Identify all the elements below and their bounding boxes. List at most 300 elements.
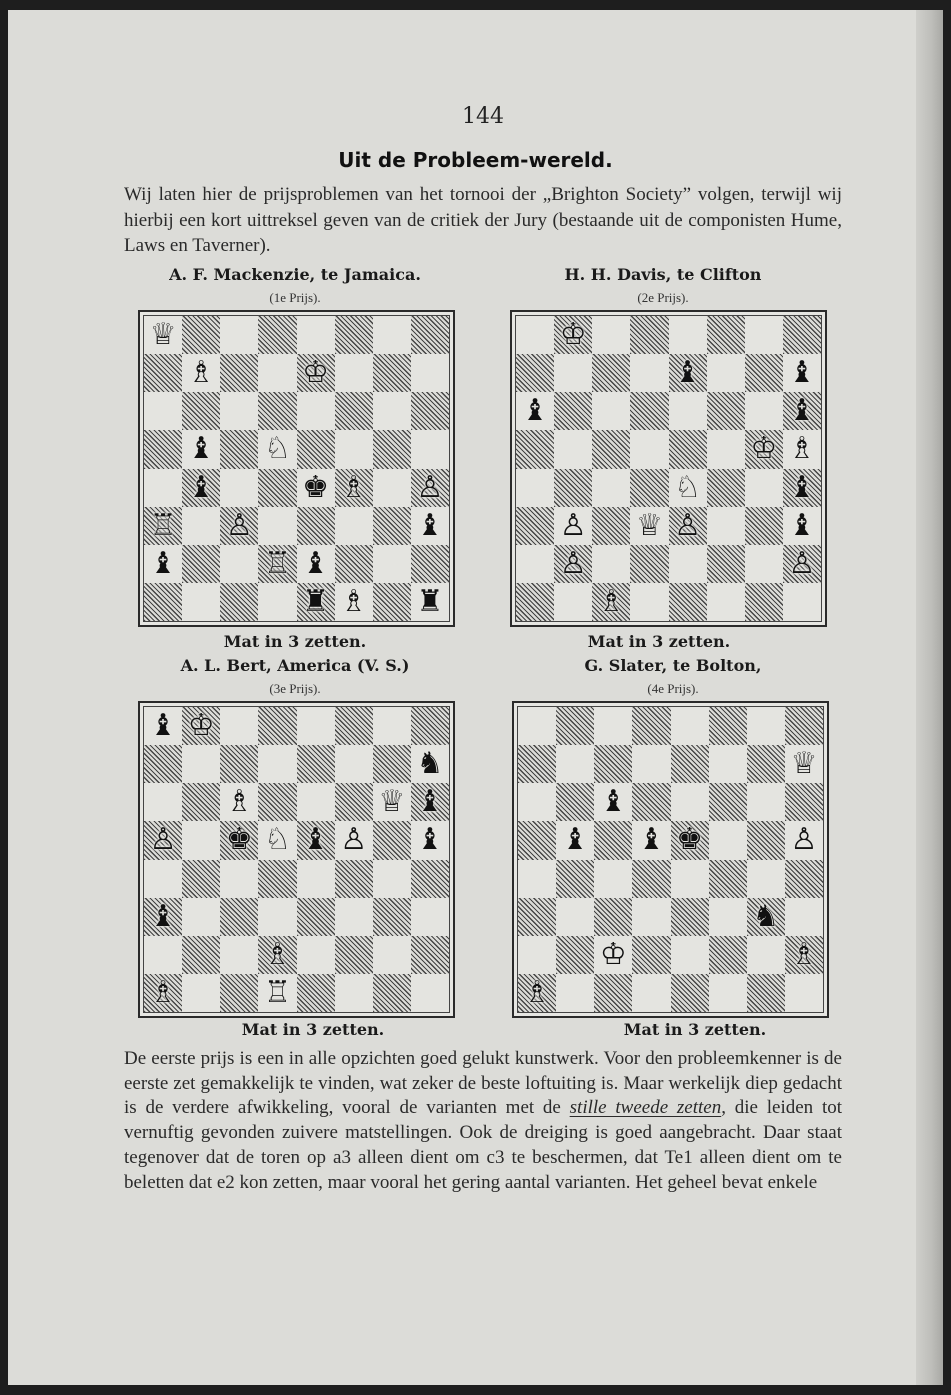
commentary-paragraph xyxy=(124,1047,842,1195)
white-bishop-icon: ♗ xyxy=(187,355,215,391)
board-square xyxy=(630,392,668,430)
white-pawn-icon: ♙ xyxy=(225,507,253,543)
black-bishop-icon: ♝ xyxy=(416,784,444,820)
commentary-text-1: De eerste prijs is een in alle opzichten goed gelukt kunstwerk. Voor den probleemkenner is de eerste zet gemakkelijk te vinden, wat zeker de beste loftuiting is. Maar werkelijk diep gedacht is de verdere afwikkeling, vooral de varianten met de xyxy=(124,1048,842,1119)
intro-paragraph: Wij laten hier de prijsproblemen van het tornooi der „Brighton Society” volgen, terwijl wij hierbij een kort uittreksel geven van de critiek der Jury (bestaande uit de componisten Hume, Laws en Taverner). xyxy=(124,184,842,256)
board-square xyxy=(630,316,668,354)
board-square xyxy=(594,821,632,859)
board-square xyxy=(632,860,670,898)
board-square xyxy=(592,392,630,430)
board-square xyxy=(783,583,821,621)
board-square xyxy=(556,974,594,1012)
board-square xyxy=(220,974,258,1012)
board-square xyxy=(220,821,258,859)
board-square xyxy=(594,745,632,783)
board-square xyxy=(747,745,785,783)
white-pawn-icon: ♙ xyxy=(790,822,818,858)
white-bishop-icon: ♗ xyxy=(523,974,551,1010)
white-bishop-icon: ♗ xyxy=(263,936,291,972)
board-square xyxy=(220,469,258,507)
board-square xyxy=(745,354,783,392)
board-square xyxy=(144,507,182,545)
board-square xyxy=(220,583,258,621)
board-square xyxy=(594,860,632,898)
board-square xyxy=(630,583,668,621)
board-square xyxy=(258,316,296,354)
board-square xyxy=(220,707,258,745)
board-square xyxy=(297,430,335,468)
board-square xyxy=(669,469,707,507)
board-square xyxy=(297,316,335,354)
board-square xyxy=(144,821,182,859)
board-square xyxy=(258,430,296,468)
board-square xyxy=(747,974,785,1012)
board-square xyxy=(554,392,592,430)
problem-2-caption: Mat in 3 zetten. xyxy=(587,632,731,651)
board-square xyxy=(669,354,707,392)
board-square xyxy=(632,936,670,974)
board-square xyxy=(785,707,823,745)
board-square xyxy=(411,745,449,783)
board-square xyxy=(182,430,220,468)
board-square xyxy=(144,936,182,974)
board-square xyxy=(182,392,220,430)
black-bishop-icon: ♝ xyxy=(187,431,215,467)
board-square xyxy=(632,974,670,1012)
board-square xyxy=(258,974,296,1012)
board-square xyxy=(297,860,335,898)
board-square xyxy=(516,469,554,507)
black-bishop-icon: ♝ xyxy=(416,507,444,543)
board-square xyxy=(373,936,411,974)
board-square xyxy=(258,745,296,783)
black-bishop-icon: ♝ xyxy=(187,469,215,505)
board-square xyxy=(518,974,556,1012)
black-knight-icon: ♞ xyxy=(416,746,444,782)
board-square xyxy=(592,316,630,354)
board-square xyxy=(592,507,630,545)
board-square xyxy=(709,745,747,783)
board-square xyxy=(258,898,296,936)
board-square xyxy=(373,316,411,354)
white-king-icon: ♔ xyxy=(559,317,587,353)
board-square xyxy=(630,354,668,392)
board-square xyxy=(220,507,258,545)
board-square xyxy=(335,507,373,545)
black-bishop-icon: ♝ xyxy=(149,708,177,744)
board-square xyxy=(518,745,556,783)
problem-1-caption: Mat in 3 zetten. xyxy=(223,632,367,651)
white-queen-icon: ♕ xyxy=(378,784,406,820)
board-square xyxy=(594,707,632,745)
board-square xyxy=(709,707,747,745)
board-square xyxy=(335,974,373,1012)
board-square xyxy=(220,745,258,783)
board-square xyxy=(220,354,258,392)
problem-3-prize: (3e Prijs). xyxy=(269,681,321,696)
white-bishop-icon: ♗ xyxy=(597,583,625,619)
board-square xyxy=(297,354,335,392)
board-square xyxy=(258,821,296,859)
problem-4-prize: (4e Prijs). xyxy=(647,681,699,696)
board-square xyxy=(144,354,182,392)
board-square xyxy=(785,783,823,821)
black-bishop-icon: ♝ xyxy=(302,545,330,581)
board-square xyxy=(709,936,747,974)
board-square xyxy=(144,430,182,468)
board-square xyxy=(707,430,745,468)
board-square xyxy=(182,745,220,783)
board-square xyxy=(297,545,335,583)
board-square xyxy=(709,860,747,898)
black-bishop-icon: ♝ xyxy=(637,822,665,858)
board-square xyxy=(630,469,668,507)
board-square xyxy=(335,430,373,468)
board-square xyxy=(373,745,411,783)
board-square xyxy=(783,507,821,545)
white-pawn-icon: ♙ xyxy=(559,545,587,581)
board-square xyxy=(785,821,823,859)
white-rook-icon: ♖ xyxy=(149,507,177,543)
board-square xyxy=(630,545,668,583)
board-square xyxy=(518,821,556,859)
board-square xyxy=(258,583,296,621)
board-square xyxy=(592,583,630,621)
board-square xyxy=(747,783,785,821)
problem-2-prize: (2e Prijs). xyxy=(637,290,689,305)
board-square xyxy=(707,469,745,507)
board-square xyxy=(556,936,594,974)
board-square xyxy=(747,860,785,898)
page-edge xyxy=(916,10,943,1385)
board-square xyxy=(182,783,220,821)
board-square xyxy=(671,974,709,1012)
board-square xyxy=(220,898,258,936)
board-square xyxy=(411,936,449,974)
black-bishop-icon: ♝ xyxy=(302,822,330,858)
black-king-icon: ♚ xyxy=(676,822,704,858)
board-square xyxy=(783,392,821,430)
board-square xyxy=(669,430,707,468)
black-king-icon: ♚ xyxy=(225,822,253,858)
board-square xyxy=(144,316,182,354)
board-square xyxy=(182,860,220,898)
board-square xyxy=(516,392,554,430)
page-number: 144 xyxy=(462,104,504,129)
board-square xyxy=(144,745,182,783)
board-square xyxy=(182,583,220,621)
board-square xyxy=(182,507,220,545)
board-square xyxy=(335,469,373,507)
white-knight-icon: ♘ xyxy=(263,431,291,467)
black-bishop-icon: ♝ xyxy=(599,784,627,820)
board-square xyxy=(182,316,220,354)
black-bishop-icon: ♝ xyxy=(788,507,816,543)
chess-diagram-1 xyxy=(138,310,455,627)
board-square xyxy=(747,707,785,745)
white-rook-icon: ♖ xyxy=(263,974,291,1010)
board-square xyxy=(709,783,747,821)
white-bishop-icon: ♗ xyxy=(790,936,818,972)
board-square xyxy=(182,545,220,583)
board-square xyxy=(411,707,449,745)
board-square xyxy=(745,430,783,468)
board-square xyxy=(182,707,220,745)
board-square xyxy=(335,936,373,974)
board-square xyxy=(556,821,594,859)
board-square xyxy=(709,974,747,1012)
section-title: Uit de Probleem-wereld. xyxy=(338,148,613,172)
board-square xyxy=(411,783,449,821)
board-square xyxy=(632,821,670,859)
board-square xyxy=(707,392,745,430)
board-square xyxy=(335,316,373,354)
board-square xyxy=(747,936,785,974)
board-square xyxy=(707,316,745,354)
board-square xyxy=(556,783,594,821)
white-bishop-icon: ♗ xyxy=(788,431,816,467)
board-square xyxy=(745,469,783,507)
board-square xyxy=(411,545,449,583)
board-square xyxy=(707,507,745,545)
board-square xyxy=(554,316,592,354)
problem-1-prize: (1e Prijs). xyxy=(269,290,321,305)
board-square xyxy=(783,430,821,468)
board-square xyxy=(335,545,373,583)
black-bishop-icon: ♝ xyxy=(521,393,549,429)
black-bishop-icon: ♝ xyxy=(788,469,816,505)
board-square xyxy=(671,821,709,859)
board-square xyxy=(373,469,411,507)
white-king-icon: ♔ xyxy=(750,431,778,467)
board-square xyxy=(373,783,411,821)
board-square xyxy=(669,316,707,354)
board-square xyxy=(258,392,296,430)
board-square xyxy=(745,392,783,430)
black-bishop-icon: ♝ xyxy=(149,898,177,934)
board-square xyxy=(297,783,335,821)
problem-4-author: G. Slater, te Bolton, xyxy=(584,656,762,675)
board-square xyxy=(373,583,411,621)
board-square xyxy=(297,821,335,859)
white-king-icon: ♔ xyxy=(302,355,330,391)
board-square xyxy=(297,936,335,974)
board-square xyxy=(669,507,707,545)
board-square xyxy=(373,507,411,545)
board-square xyxy=(516,430,554,468)
problem-1-author: A. F. Mackenzie, te Jamaica. xyxy=(169,265,421,284)
board-square xyxy=(144,545,182,583)
board-square xyxy=(671,745,709,783)
board-square xyxy=(297,469,335,507)
board-square xyxy=(220,430,258,468)
board-square xyxy=(182,821,220,859)
board-square xyxy=(785,898,823,936)
board-square xyxy=(554,354,592,392)
board-square xyxy=(373,821,411,859)
board-square xyxy=(297,583,335,621)
board-square xyxy=(669,392,707,430)
board-square xyxy=(592,545,630,583)
board-square xyxy=(745,316,783,354)
board-square xyxy=(411,430,449,468)
black-bishop-icon: ♝ xyxy=(149,545,177,581)
board-square xyxy=(220,860,258,898)
commentary-emphasis: stille tweede zetten xyxy=(569,1097,722,1119)
board-square xyxy=(518,707,556,745)
board-square xyxy=(373,898,411,936)
board-square xyxy=(594,974,632,1012)
board-square xyxy=(220,392,258,430)
white-bishop-icon: ♗ xyxy=(340,469,368,505)
board-square xyxy=(783,545,821,583)
board-square xyxy=(411,821,449,859)
black-bishop-icon: ♝ xyxy=(674,355,702,391)
board-square xyxy=(630,507,668,545)
board-square xyxy=(297,507,335,545)
black-rook-icon: ♜ xyxy=(302,583,330,619)
board-square xyxy=(411,860,449,898)
board-square xyxy=(516,583,554,621)
board-square xyxy=(297,707,335,745)
white-rook-icon: ♖ xyxy=(263,545,291,581)
white-king-icon: ♔ xyxy=(599,936,627,972)
board-square xyxy=(258,507,296,545)
board-square xyxy=(745,583,783,621)
board-square xyxy=(554,583,592,621)
white-pawn-icon: ♙ xyxy=(674,507,702,543)
white-bishop-icon: ♗ xyxy=(225,784,253,820)
chess-diagram-4 xyxy=(512,701,829,1018)
board-square xyxy=(516,354,554,392)
white-pawn-icon: ♙ xyxy=(149,822,177,858)
board-square xyxy=(220,316,258,354)
board-square xyxy=(632,707,670,745)
board-square xyxy=(144,392,182,430)
board-square xyxy=(335,392,373,430)
board-square xyxy=(411,507,449,545)
board-square xyxy=(182,974,220,1012)
board-square xyxy=(258,783,296,821)
board-square xyxy=(671,936,709,974)
board-square xyxy=(297,898,335,936)
board-square xyxy=(373,974,411,1012)
board-square xyxy=(707,583,745,621)
white-pawn-icon: ♙ xyxy=(788,545,816,581)
board-square xyxy=(373,392,411,430)
board-square xyxy=(411,469,449,507)
black-bishop-icon: ♝ xyxy=(561,822,589,858)
white-pawn-icon: ♙ xyxy=(559,507,587,543)
black-bishop-icon: ♝ xyxy=(416,822,444,858)
board-square xyxy=(411,354,449,392)
board-square xyxy=(707,545,745,583)
board-square xyxy=(516,545,554,583)
board-square xyxy=(373,860,411,898)
problem-3-author: A. L. Bert, America (V. S.) xyxy=(180,656,410,675)
board-square xyxy=(671,707,709,745)
board-square xyxy=(783,316,821,354)
board-square xyxy=(411,898,449,936)
board-square xyxy=(182,469,220,507)
white-pawn-icon: ♙ xyxy=(416,469,444,505)
board-square xyxy=(592,469,630,507)
board-square xyxy=(411,583,449,621)
board-square xyxy=(335,745,373,783)
board-square xyxy=(785,745,823,783)
white-queen-icon: ♕ xyxy=(149,317,177,353)
board-square xyxy=(144,469,182,507)
board-square xyxy=(144,974,182,1012)
black-rook-icon: ♜ xyxy=(416,583,444,619)
board-square xyxy=(783,354,821,392)
board-square xyxy=(556,745,594,783)
board-square xyxy=(518,860,556,898)
board-square xyxy=(556,898,594,936)
board-square xyxy=(258,707,296,745)
board-square xyxy=(592,430,630,468)
board-square xyxy=(335,821,373,859)
board-square xyxy=(518,783,556,821)
board-square xyxy=(669,583,707,621)
board-square xyxy=(182,354,220,392)
black-bishop-icon: ♝ xyxy=(788,355,816,391)
black-knight-icon: ♞ xyxy=(752,898,780,934)
board-square xyxy=(335,783,373,821)
white-queen-icon: ♕ xyxy=(635,507,663,543)
board-square xyxy=(518,898,556,936)
board-square xyxy=(783,469,821,507)
board-square xyxy=(554,430,592,468)
board-square xyxy=(632,783,670,821)
board-square xyxy=(373,354,411,392)
board-square xyxy=(373,430,411,468)
board-square xyxy=(297,392,335,430)
board-square xyxy=(258,469,296,507)
board-square xyxy=(144,860,182,898)
board-square xyxy=(220,545,258,583)
board-square xyxy=(518,936,556,974)
problem-3-caption: Mat in 3 zetten. xyxy=(241,1020,385,1039)
board-square xyxy=(258,860,296,898)
board-square xyxy=(632,745,670,783)
board-square xyxy=(592,354,630,392)
white-bishop-icon: ♗ xyxy=(149,974,177,1010)
board-square xyxy=(182,898,220,936)
board-square xyxy=(335,898,373,936)
board-square xyxy=(144,583,182,621)
board-square xyxy=(516,507,554,545)
board-square xyxy=(632,898,670,936)
board-square xyxy=(709,898,747,936)
board-square xyxy=(671,860,709,898)
board-square xyxy=(671,898,709,936)
board-square xyxy=(297,745,335,783)
board-square xyxy=(335,860,373,898)
board-square xyxy=(785,936,823,974)
board-square xyxy=(785,860,823,898)
board-square xyxy=(554,469,592,507)
board-square xyxy=(144,707,182,745)
board-square xyxy=(745,507,783,545)
board-square xyxy=(144,783,182,821)
board-square xyxy=(335,707,373,745)
board-square xyxy=(630,430,668,468)
white-king-icon: ♔ xyxy=(187,708,215,744)
black-king-icon: ♚ xyxy=(302,469,330,505)
board-square xyxy=(554,545,592,583)
board-square xyxy=(747,821,785,859)
